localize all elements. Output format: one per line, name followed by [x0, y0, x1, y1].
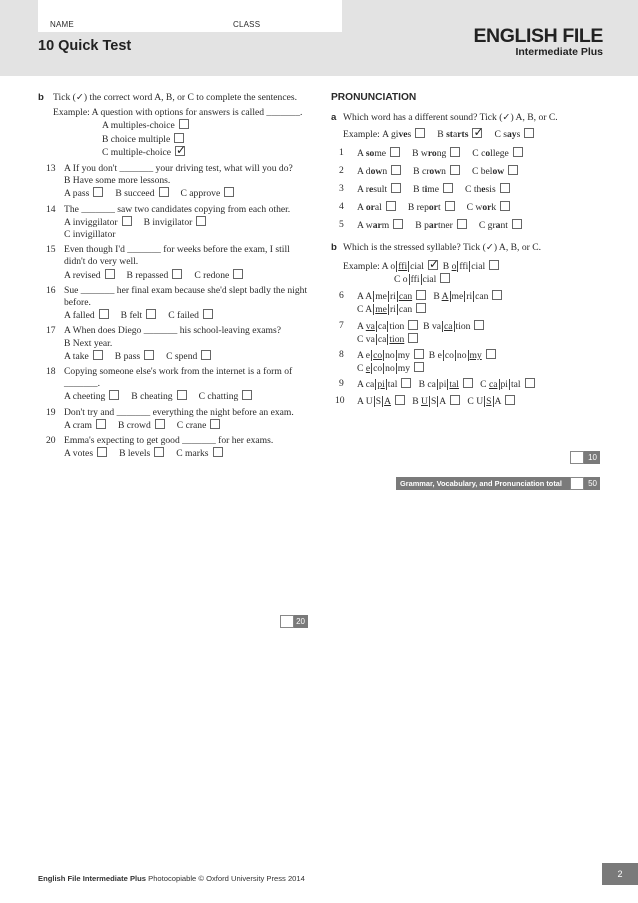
checkbox[interactable] — [508, 165, 518, 175]
part-letter: a — [331, 112, 337, 124]
option-text: C chatting — [198, 391, 239, 403]
option-row — [64, 447, 310, 460]
name-class-box — [38, 0, 342, 32]
checkbox[interactable] — [213, 447, 223, 457]
question-number: 5 — [339, 219, 344, 231]
question-text: A When does Diego _______ his school-leaving exams? — [64, 325, 281, 337]
option-row — [64, 269, 310, 282]
checkbox[interactable] — [210, 419, 220, 429]
option[interactable] — [64, 419, 106, 432]
option[interactable] — [127, 269, 183, 282]
checkbox[interactable] — [390, 147, 400, 157]
option-row — [64, 419, 310, 432]
question-number: 18 — [46, 366, 56, 378]
option-text: B crowd — [117, 419, 151, 431]
instruction-text: Tick (✓) the correct word A, B, or C to complete the sentences. — [53, 92, 298, 103]
example-option — [102, 119, 310, 132]
option-text: A revised — [64, 269, 101, 281]
vocabulary-section — [38, 92, 310, 460]
option-text: B levels — [119, 448, 151, 460]
option-word: says — [503, 129, 521, 141]
checkbox[interactable] — [391, 183, 401, 193]
option-word: gives — [390, 129, 412, 141]
copyright-text: English File Intermediate Plus Photocopiable © Oxford University Press 2014 — [38, 874, 305, 883]
option-text: A take — [64, 350, 89, 362]
option[interactable]: C thesis — [465, 183, 510, 196]
question-text: Copying someone else's work from the internet is a form of _______. — [64, 366, 293, 390]
example-label: Example: — [343, 260, 380, 272]
page-header — [0, 0, 638, 76]
part-b-example: Example: A o ffi cial ✓ B o ffi cial C o ffi cial — [331, 260, 601, 286]
option-text: A cheeting — [64, 391, 106, 403]
option[interactable]: A result — [357, 183, 401, 196]
total-score-box — [396, 477, 600, 490]
option[interactable] — [64, 350, 103, 363]
option[interactable] — [194, 269, 243, 282]
option-row — [64, 309, 310, 322]
option[interactable] — [64, 187, 103, 200]
checkbox[interactable] — [175, 142, 187, 157]
option[interactable]: B wrong — [412, 147, 460, 160]
option[interactable]: B partner — [415, 219, 467, 232]
question-text: Sue _______ her final exam because she'd slept badly the night before. — [64, 284, 308, 309]
unit-title: 10 Quick Test — [38, 38, 132, 54]
option[interactable] — [177, 419, 221, 432]
option-text: C invigillator — [64, 229, 116, 241]
checkbox[interactable] — [393, 219, 403, 229]
checkbox[interactable] — [391, 165, 401, 175]
checkbox[interactable] — [155, 419, 165, 429]
question-17 — [38, 325, 310, 363]
checkbox[interactable] — [146, 309, 156, 319]
option[interactable] — [131, 390, 186, 403]
question-14 — [38, 204, 310, 242]
option-text: A falled — [64, 310, 95, 322]
score-value: 10 — [588, 453, 597, 462]
option-text: A votes — [64, 448, 94, 460]
checkbox[interactable] — [93, 187, 103, 197]
total-entry[interactable] — [570, 477, 584, 490]
option[interactable] — [166, 350, 211, 363]
instruction-text: Which word has a different sound? Tick (✓) A, B, or C. — [343, 112, 558, 124]
score-entry[interactable] — [280, 615, 294, 628]
brand-title: ENGLISH FILE — [473, 25, 603, 47]
checkbox[interactable] — [386, 201, 396, 211]
checkbox[interactable] — [512, 219, 522, 229]
option[interactable]: B report — [408, 201, 455, 214]
checkbox[interactable] — [500, 183, 510, 193]
option-text: B pass — [114, 350, 141, 362]
question-18 — [38, 366, 310, 404]
option[interactable] — [144, 216, 207, 229]
option-text: B invigilator — [143, 216, 193, 228]
checkbox[interactable] — [122, 216, 132, 226]
question-text: Don't try and _______ everything the night before an exam. — [64, 406, 294, 418]
checkbox[interactable] — [242, 390, 252, 400]
score-entry[interactable] — [570, 451, 584, 464]
example-options — [53, 119, 310, 159]
option[interactable]: C work — [467, 201, 511, 214]
checkbox[interactable] — [159, 187, 169, 197]
checkbox[interactable] — [109, 390, 119, 400]
checkbox[interactable] — [93, 350, 103, 360]
checkbox[interactable] — [201, 350, 211, 360]
checkbox[interactable] — [415, 128, 425, 138]
option[interactable] — [118, 419, 165, 432]
option-text: A — [382, 129, 391, 141]
question-9: 9 A ca pi tal B ca pi tal C ca pi tal — [331, 378, 601, 391]
checkbox[interactable] — [524, 128, 534, 138]
section-score-box — [280, 615, 308, 628]
question-number: 17 — [46, 325, 56, 337]
question-7: 7 A va ca tion B va ca tion C va ca tion — [331, 320, 601, 346]
checkbox[interactable] — [172, 269, 182, 279]
checkbox[interactable] — [105, 269, 115, 279]
example-option — [494, 128, 534, 141]
checkbox[interactable] — [450, 147, 460, 157]
option-text: B — [437, 129, 447, 141]
option-row — [64, 187, 310, 200]
page-footer — [0, 863, 638, 885]
pronunciation-score-box — [570, 451, 600, 464]
option[interactable]: C grant — [479, 219, 522, 232]
option[interactable] — [64, 216, 132, 229]
option[interactable] — [119, 447, 164, 460]
option-row — [64, 229, 310, 241]
example-option — [382, 128, 425, 141]
part-letter: b — [331, 241, 337, 253]
option-text: C redone — [194, 269, 230, 281]
checkbox[interactable] — [513, 147, 523, 157]
checkbox[interactable] — [179, 119, 189, 129]
option-text: C marks — [176, 448, 209, 460]
question-1 — [331, 147, 601, 160]
checkbox[interactable] — [445, 201, 455, 211]
option[interactable]: B time — [413, 183, 453, 196]
question-20 — [38, 435, 310, 460]
question-10: 10 A U S A B U S A C U S A — [331, 395, 601, 408]
total-label: Grammar, Vocabulary, and Pronunciation total — [400, 479, 562, 488]
question-16 — [38, 285, 310, 323]
option[interactable] — [115, 187, 168, 200]
question-number: 3 — [339, 183, 344, 195]
checkbox[interactable] — [99, 309, 109, 319]
checkbox[interactable] — [174, 133, 184, 143]
option[interactable] — [64, 229, 115, 241]
example-option — [102, 133, 310, 146]
option-text: C — [494, 129, 504, 141]
checkbox[interactable] — [154, 447, 164, 457]
checkbox[interactable] — [97, 447, 107, 457]
option-text: C spend — [166, 350, 198, 362]
option[interactable] — [199, 390, 253, 403]
question-number: 4 — [339, 201, 344, 213]
option[interactable] — [181, 187, 235, 200]
checkbox[interactable] — [177, 390, 187, 400]
question-number: 2 — [339, 164, 344, 176]
total-value: 50 — [588, 479, 597, 488]
question-2 — [331, 165, 601, 178]
checkbox[interactable] — [457, 219, 467, 229]
option[interactable] — [64, 269, 115, 282]
checkbox[interactable] — [443, 183, 453, 193]
question-number: 20 — [46, 435, 56, 447]
example-text: A question with options for answers is called _______. — [91, 107, 303, 119]
option-text: A multiples-choice — [102, 120, 175, 132]
checkbox[interactable] — [233, 269, 243, 279]
option[interactable]: A oral — [357, 201, 396, 214]
question-text: Emma's expecting to get good _______ for her exams. — [64, 435, 274, 447]
question-15 — [38, 244, 310, 282]
question-13 — [38, 163, 310, 201]
option[interactable]: B crown — [413, 165, 460, 178]
part-b-items — [331, 290, 601, 408]
checkbox[interactable] — [224, 187, 234, 197]
question-number: 19 — [46, 406, 56, 418]
option[interactable]: C below — [472, 165, 518, 178]
question-text: A If you don't _______ your driving test, what will you do? — [64, 163, 293, 175]
option-text: B succeed — [115, 188, 155, 200]
example-label: Example: — [343, 129, 383, 141]
part-a-example — [331, 125, 601, 141]
example-block — [38, 107, 310, 159]
class-label: CLASS — [233, 20, 261, 29]
part-b-instruction — [331, 242, 601, 254]
question-5 — [331, 219, 601, 232]
pronunciation-section — [331, 92, 601, 408]
score-value: 20 — [296, 617, 305, 626]
question-number: 13 — [46, 163, 56, 175]
option[interactable]: C college — [472, 147, 523, 160]
question-answer: B Next year. — [64, 337, 113, 349]
option-row — [64, 350, 310, 363]
question-4 — [331, 201, 601, 214]
checkbox[interactable] — [196, 216, 206, 226]
part-a-items — [331, 147, 601, 233]
question-number: 1 — [339, 146, 344, 158]
option-text: C failed — [168, 310, 199, 322]
option[interactable] — [115, 350, 154, 363]
checkbox[interactable] — [472, 125, 484, 140]
option-text: B repassed — [126, 269, 169, 281]
question-text: Even though I'd _______ for weeks before the exam, I still didn't do very well. — [64, 244, 290, 268]
brand-level: Intermediate Plus — [515, 46, 603, 58]
option-text: B cheating — [131, 391, 173, 403]
question-text: The _______ saw two candidates copying from each other. — [64, 203, 291, 215]
question-8: 8 A e co no my B e co no my C e co no my — [331, 349, 601, 375]
option-row — [64, 216, 310, 229]
option[interactable] — [64, 309, 109, 322]
option-text: A cram — [64, 419, 92, 431]
option-word: starts — [446, 129, 469, 141]
tick-icon: ✓ — [176, 142, 187, 157]
instruction-text: Which is the stressed syllable? Tick (✓) A, B, or C. — [343, 241, 542, 253]
section-title: PRONUNCIATION — [331, 92, 417, 103]
instruction — [38, 92, 310, 104]
example-option — [437, 125, 484, 141]
option[interactable] — [121, 309, 157, 322]
checkbox[interactable] — [96, 419, 106, 429]
question-number: 15 — [46, 244, 56, 256]
tick-icon: ✓ — [473, 125, 484, 140]
option-text: C multiple-choice — [102, 146, 172, 158]
checkbox[interactable] — [450, 165, 460, 175]
option-text: C approve — [180, 188, 221, 200]
option-text: C crane — [176, 419, 207, 431]
option-text: A pass — [64, 188, 90, 200]
question-number: 14 — [46, 203, 56, 215]
question-6: 6 A A me ri can B A me ri can C A me ri can — [331, 290, 601, 316]
option-text: B felt — [120, 310, 143, 322]
option[interactable] — [64, 390, 119, 403]
name-label: NAME — [50, 20, 74, 29]
question-answer: B Have some more lessons. — [64, 175, 171, 187]
question-3 — [331, 183, 601, 196]
example-option — [102, 142, 310, 159]
question-19 — [38, 407, 310, 432]
example-label: Example: — [53, 107, 90, 119]
section-letter: b — [38, 92, 44, 103]
page-number: 2 — [602, 863, 638, 885]
option[interactable]: A warm — [357, 219, 403, 232]
checkbox[interactable] — [144, 350, 154, 360]
brand-logo — [473, 26, 603, 59]
checkbox[interactable] — [500, 201, 510, 211]
option[interactable]: A down — [357, 165, 401, 178]
option-text: A inviggilator — [64, 216, 118, 228]
option-row — [64, 390, 310, 403]
option[interactable] — [176, 447, 222, 460]
option[interactable] — [168, 309, 213, 322]
part-a-instruction — [331, 112, 601, 124]
option[interactable] — [64, 447, 107, 460]
question-list — [38, 163, 310, 460]
question-number: 16 — [46, 284, 56, 296]
checkbox[interactable] — [203, 309, 213, 319]
option[interactable]: A some — [357, 147, 400, 160]
option-text: B choice multiple — [102, 133, 171, 145]
